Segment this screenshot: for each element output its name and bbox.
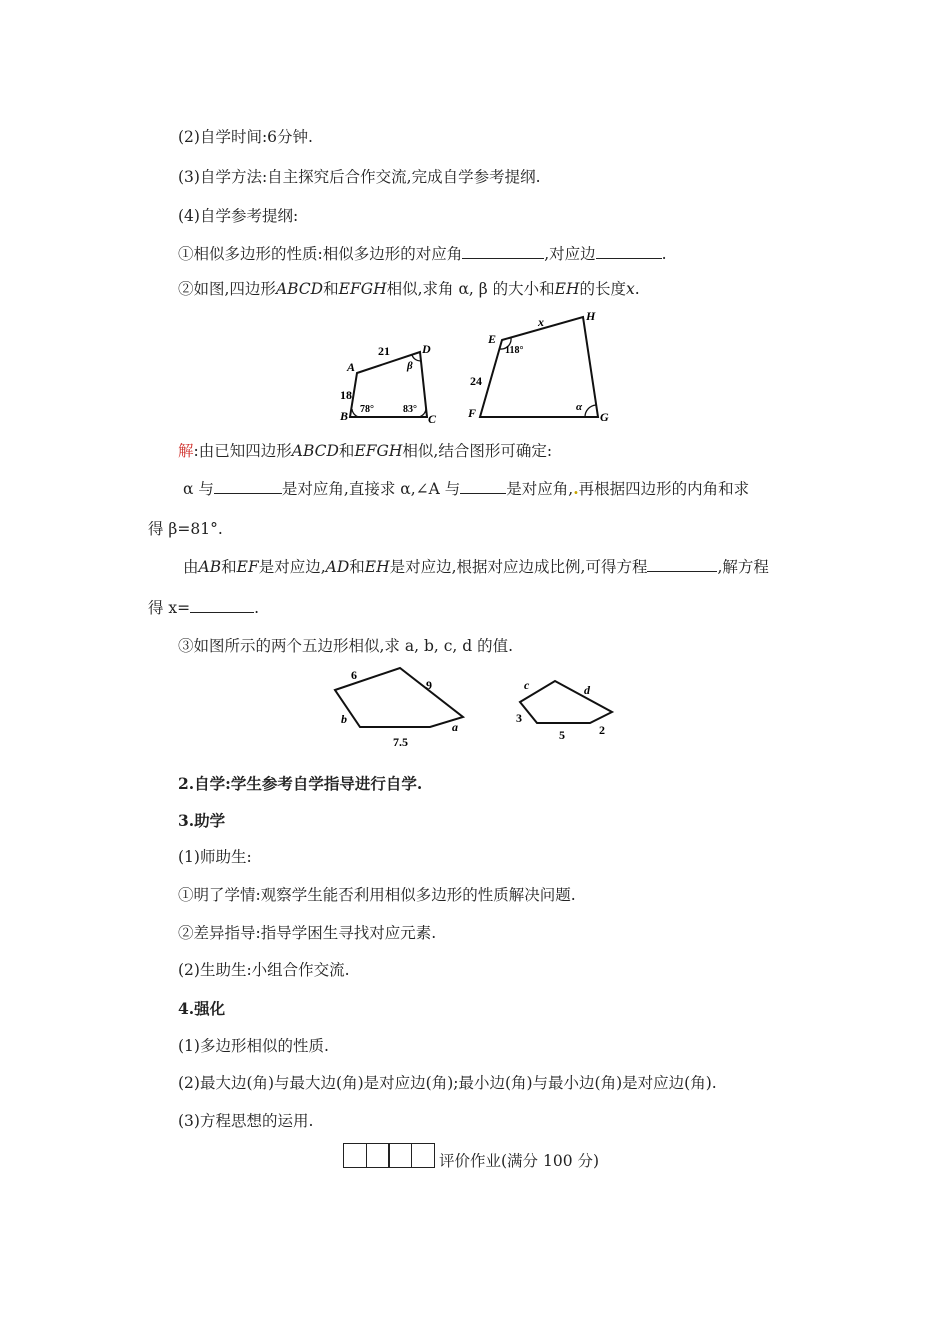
text-line: ②差异指导:指导学困生寻找对应元素. [178,924,437,942]
box [411,1143,435,1168]
text: EH [364,558,390,576]
angle-mark-c [418,408,426,417]
text: ,解方程 [717,558,769,576]
side-6-label: 6 [351,668,357,682]
side-c-label: c [524,678,530,692]
text: 再根据四边形的内角和求 [578,480,750,498]
text: ,对应边 [544,245,596,263]
side-5-label: 5 [559,728,565,742]
vertex-c: C [428,412,437,426]
side-2-label: 2 [599,723,605,737]
vertex-d: D [422,342,431,356]
text: EFGH [354,442,403,460]
angle-mark-b [352,409,359,417]
text: α 与 [183,480,214,498]
side-ef-label: 24 [470,374,482,388]
angle-beta-label: β [407,360,413,372]
blank [596,244,662,259]
text-line: ①明了学情:观察学生能否利用相似多边形的性质解决问题. [178,886,576,904]
text: 是对应角, [506,480,574,498]
text: x [626,280,635,298]
text: 和 [323,280,339,298]
text: 是对应角,直接求 α,∠A 与 [281,480,461,498]
blank [214,479,282,494]
vertex-g: G [600,410,609,424]
text-line: (1)多边形相似的性质. [178,1037,329,1055]
text: AB [198,558,222,576]
side-ad-label: 21 [378,344,390,358]
text: 是对应边, [258,558,326,576]
text: . [661,245,667,263]
text: 得 x= [148,599,191,617]
text: 的长度 [579,280,627,298]
quadrilaterals-figure [330,305,630,430]
text-line: ③如图所示的两个五边形相似,求 a, b, c, d 的值. [178,637,514,655]
vertex-h: H [586,309,596,323]
side-a-label: a [452,720,458,734]
side-9-label: 9 [426,678,432,692]
pentagons-figure [330,665,630,755]
text-line: 得 β=81°. [148,520,223,538]
side-3-label: 3 [516,711,522,725]
blank [460,479,506,494]
solution-label: 解 [178,442,194,460]
text-line [178,244,667,264]
text: 相似,求角 α, β 的大小和 [386,280,555,298]
side-b-label: b [341,712,347,726]
vertex-f: F [468,406,477,420]
box [343,1143,367,1168]
text: . [254,599,260,617]
text: 和 [221,558,237,576]
text: . [573,479,579,498]
text: 相似,结合图形可确定: [402,442,553,460]
section-heading: 4.强化 [178,999,226,1018]
text: EF [236,558,259,576]
decorative-boxes [343,1143,433,1168]
text-line [178,279,640,299]
vertex-e: E [488,332,497,346]
text-line [178,441,552,461]
blank [190,598,254,613]
box [366,1143,390,1168]
section-heading: 2.自学:学生参考自学指导进行自学. [178,774,423,793]
text: AD [325,558,350,576]
angle-mark-g [585,405,596,417]
text: ABCD [275,280,324,298]
text-line [183,557,769,577]
blank [647,557,717,572]
text: EFGH [338,280,387,298]
text-line: (4)自学参考提纲: [178,207,299,225]
pentagon-small [520,681,612,723]
text: 是对应边,根据对应边成比例,可得方程 [389,558,648,576]
text: EH [554,280,580,298]
side-eh-label: x [538,315,544,329]
box [388,1143,412,1168]
blank [462,244,544,259]
text-line: (3)自学方法:自主探究后合作交流,完成自学参考提纲. [178,168,541,186]
text: ①相似多边形的性质:相似多边形的对应角 [178,245,463,263]
text-line: (3)方程思想的运用. [178,1112,314,1130]
side-ab-label: 18 [340,388,352,402]
text-line: (2)最大边(角)与最大边(角)是对应边(角);最小边(角)与最小边(角)是对应边(角). [178,1074,717,1092]
vertex-a: A [347,360,356,374]
text: 由 [183,558,199,576]
angle-b-label: 78° [360,404,374,415]
text-line: (2)生助生:小组合作交流. [178,961,350,979]
angle-e-label: 118° [505,345,524,356]
text: :由已知四边形 [193,442,292,460]
text-line [183,479,749,499]
text-line: (2)自学时间:6分钟. [178,128,313,146]
text-line [148,598,259,618]
text: 和 [349,558,365,576]
section-heading: 3.助学 [178,811,226,830]
text: . [634,280,640,298]
angle-alpha-label: α [576,401,583,413]
homework-title: 评价作业(满分 100 分) [439,1152,600,1170]
angle-c-label: 83° [403,404,417,415]
text-line: (1)师助生: [178,848,252,866]
text: ②如图,四边形 [178,280,276,298]
side-d-label: d [584,683,590,697]
side-7-5-label: 7.5 [393,735,408,749]
vertex-b: B [340,409,349,423]
text: ABCD [291,442,339,460]
text: 和 [338,442,355,460]
